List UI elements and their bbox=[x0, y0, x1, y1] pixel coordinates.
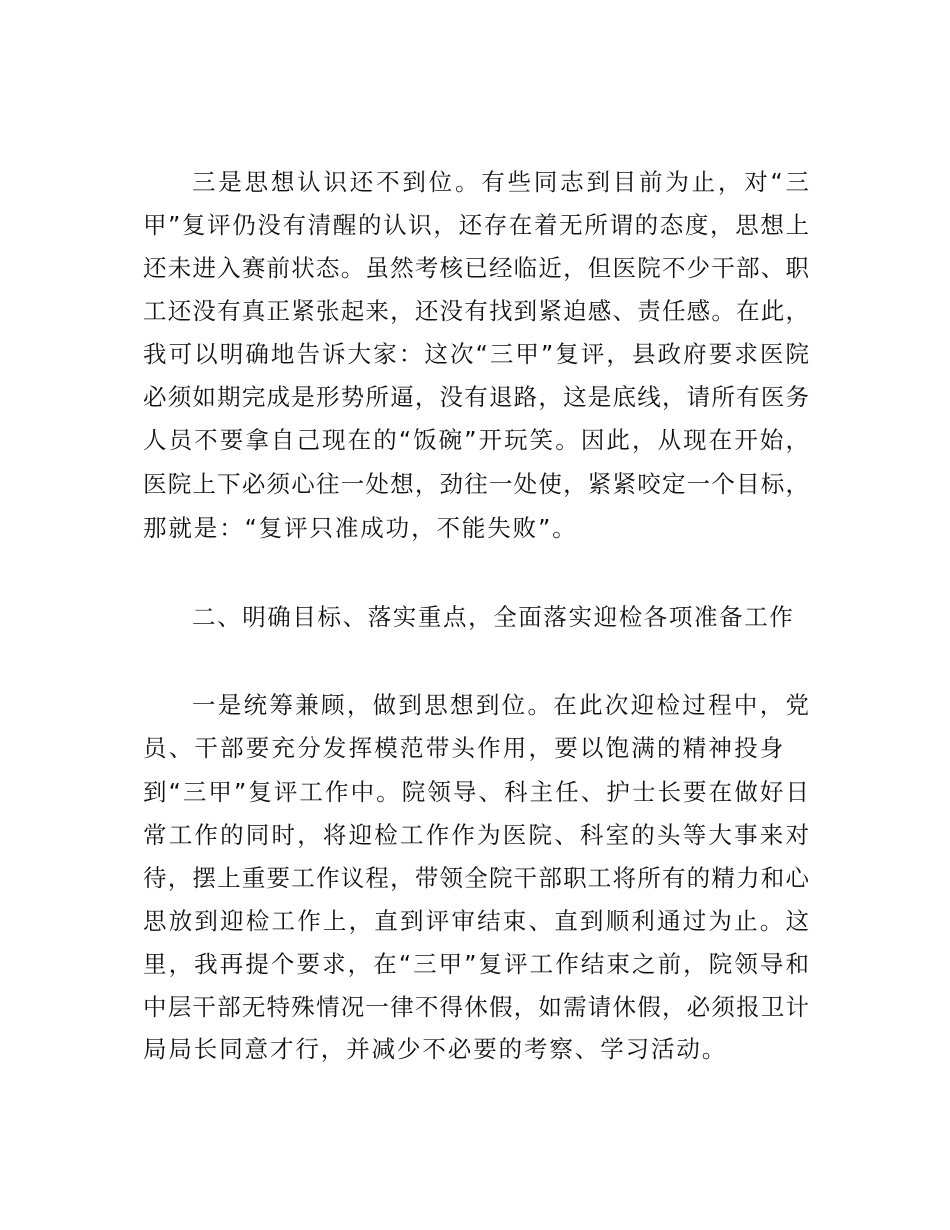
paragraph-line: 工还没有真正紧张起来，还没有找到紧迫感、责任感。在此， bbox=[143, 297, 809, 325]
paragraph-line: 三是思想认识还不到位。有些同志到目前为止，对“三 bbox=[192, 168, 809, 196]
paragraph-line: 还未进入赛前状态。虽然考核已经临近，但医院不少干部、职 bbox=[143, 254, 809, 282]
paragraph-line: 必须如期完成是形势所逼，没有退路，这是底线，请所有医务 bbox=[143, 383, 809, 411]
paragraph-line: 常工作的同时，将迎检工作作为医院、科室的头等大事来对 bbox=[143, 821, 809, 849]
paragraph-line: 局局长同意才行，并减少不必要的考察、学习活动。 bbox=[143, 1035, 728, 1063]
paragraph-line: 待，摆上重要工作议程，带领全院干部职工将所有的精力和心 bbox=[143, 864, 809, 892]
paragraph-line: 那就是：“复评只准成功，不能失败”。 bbox=[143, 514, 578, 542]
paragraph-line: 医院上下必须心往一处想，劲往一处使，紧紧咬定一个目标， bbox=[143, 470, 809, 498]
paragraph-line: 到“三甲”复评工作中。院领导、科主任、护士长要在做好日 bbox=[143, 778, 809, 806]
paragraph-line: 中层干部无特殊情况一律不得休假，如需请休假，必须报卫计 bbox=[143, 993, 809, 1021]
paragraph-line: 我可以明确地告诉大家：这次“三甲”复评，县政府要求医院 bbox=[143, 340, 809, 368]
paragraph-line: 里，我再提个要求，在“三甲”复评工作结束之前，院领导和 bbox=[143, 950, 809, 978]
section-heading: 二、明确目标、落实重点，全面落实迎检各项准备工作 bbox=[192, 603, 795, 631]
paragraph-line: 思放到迎检工作上，直到评审结束、直到顺利通过为止。这 bbox=[143, 907, 809, 935]
paragraph-line: 一是统筹兼顾，做到思想到位。在此次迎检过程中，党 bbox=[192, 691, 809, 719]
paragraph-line: 人员不要拿自己现在的“饭碗”开玩笑。因此，从现在开始， bbox=[143, 426, 809, 454]
paragraph-line: 甲”复评仍没有清醒的认识，还存在着无所谓的态度，思想上 bbox=[143, 211, 809, 239]
paragraph-line: 员、干部要充分发挥模范带头作用，要以饱满的精神投身 bbox=[143, 734, 786, 762]
